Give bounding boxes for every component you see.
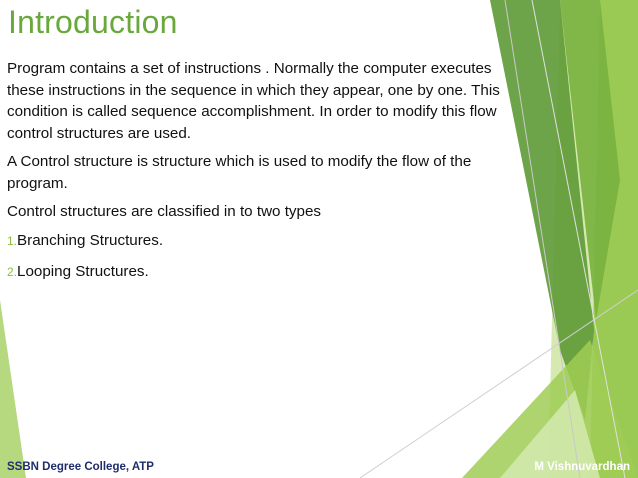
slide-title: Introduction [8, 4, 178, 40]
list-item-looping [7, 261, 522, 284]
list-text: Branching Structures. [17, 231, 164, 249]
slide-body [7, 58, 522, 293]
list-number: 2. [7, 265, 18, 279]
list-text: Looping Structures. [17, 263, 149, 280]
paragraph-definition: A Control structure is structure which is used to modify the flow of the program. [7, 153, 472, 192]
list-number: 1. [7, 233, 18, 248]
footer-author: M Vishnuvardhan [534, 461, 630, 473]
left-accent-wedge [0, 300, 26, 478]
paragraph-classification: Control structures are classified in to two types [7, 203, 322, 220]
footer-college: SSBN Degree College, ATP [7, 461, 154, 473]
list-item-branching [7, 230, 522, 253]
paragraph-intro: Program contains a set of instructions . Normally the computer executes these instructions in the sequence in which they appear, one by one. This condition is called sequence accomplishment. In order to modify this flow control structures are used. [7, 60, 500, 142]
